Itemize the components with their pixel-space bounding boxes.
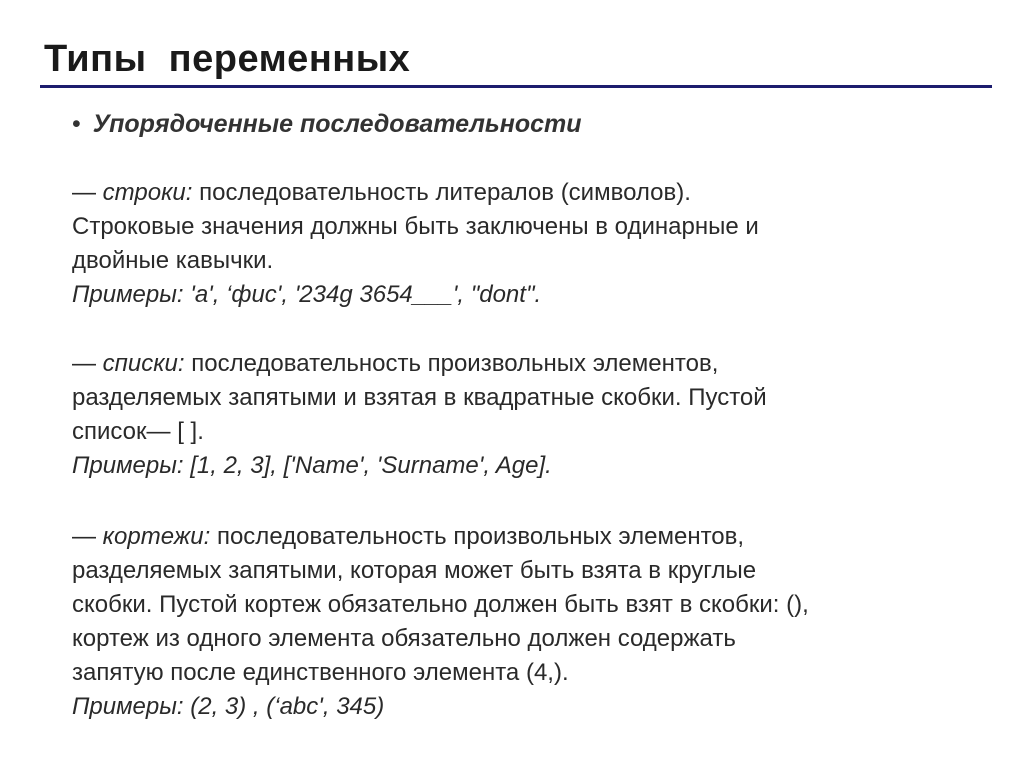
- strings-line-3: двойные кавычки.: [72, 247, 274, 274]
- tuples-line-4: кортеж из одного элемента обязательно должен содержать: [72, 625, 736, 652]
- lists-line-3: список— [ ].: [72, 418, 204, 445]
- lists-line-1: [72, 347, 767, 381]
- tuples-line-2: разделяемых запятыми, которая может быть взята в круглые: [72, 557, 757, 584]
- strings-term: строки:: [102, 179, 193, 206]
- strings-line-2: Строковые значения должны быть заключены в одинарные и: [72, 213, 759, 240]
- lists-definition: последовательность произвольных элементов,: [184, 350, 719, 377]
- tuples-line-3: скобки. Пустой кортеж обязательно должен быть взят в скобки: (),: [72, 591, 809, 618]
- lists-term: списки:: [102, 350, 185, 377]
- tuples-line-1: [72, 520, 809, 554]
- strings-paragraph: [72, 176, 759, 312]
- lists-dash: —: [72, 350, 103, 377]
- strings-line-1: [72, 176, 759, 210]
- strings-definition: последовательность литералов (символов).: [192, 179, 691, 206]
- tuples-line-5: запятую после единственного элемента (4,).: [72, 659, 569, 686]
- strings-dash: —: [72, 179, 103, 206]
- page-title: Типы переменных: [44, 38, 411, 80]
- strings-examples: Примеры: 'a', ‘фис', '234g 3654___', "dont".: [72, 281, 542, 308]
- lists-paragraph: [72, 347, 767, 483]
- lists-line-2: разделяемых запятыми и взятая в квадратные скобки. Пустой: [72, 384, 767, 411]
- tuples-term: кортежи:: [102, 523, 211, 550]
- section-heading-text: Упорядоченные последовательности: [92, 110, 582, 138]
- lists-examples: Примеры: [1, 2, 3], ['Name', 'Surname', Age].: [72, 452, 552, 479]
- tuples-dash: —: [72, 523, 103, 550]
- bullet-icon: •: [72, 110, 81, 138]
- title-underline: [40, 85, 992, 88]
- tuples-paragraph: [72, 520, 809, 724]
- tuples-definition: последовательность произвольных элементов,: [210, 523, 745, 550]
- section-heading: [72, 110, 582, 139]
- tuples-examples: Примеры: (2, 3) , (‘abc', 345): [72, 693, 385, 720]
